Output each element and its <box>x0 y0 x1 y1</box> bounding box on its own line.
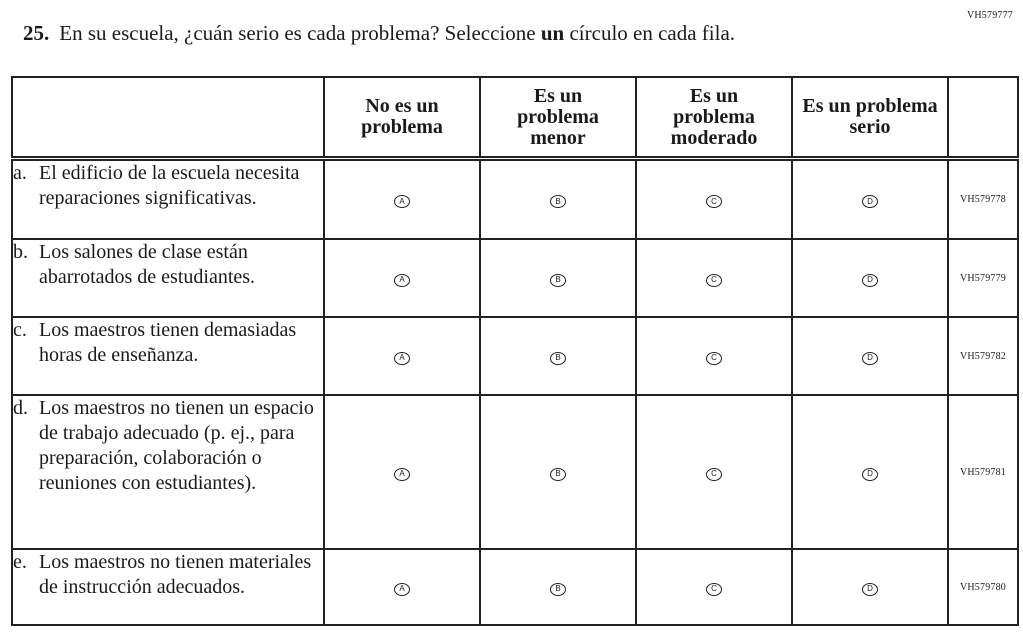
table-row <box>12 317 1018 395</box>
response-cell <box>636 395 792 549</box>
header-blank-cell <box>12 77 324 159</box>
response-cell <box>480 395 636 549</box>
row-item-code: VH579781 <box>948 395 1018 549</box>
response-bubble-a[interactable]: A <box>394 583 410 596</box>
response-bubble-a[interactable]: A <box>394 352 410 365</box>
response-cell <box>324 317 480 395</box>
column-header-not-a-problem: No es un problema <box>324 77 480 159</box>
response-bubble-d[interactable]: D <box>862 195 878 208</box>
question-text-emphasis: un <box>540 21 565 45</box>
response-cell <box>792 159 948 240</box>
table-row <box>12 159 1018 240</box>
response-cell <box>324 159 480 240</box>
response-cell <box>792 549 948 625</box>
row-text: Los maestros no tienen materiales de instrucción adecuados. <box>39 551 312 598</box>
table-row <box>12 395 1018 549</box>
column-header-serious-problem: Es un problema serio <box>792 77 948 159</box>
response-bubble-b[interactable]: B <box>550 274 566 287</box>
row-letter: e. <box>13 551 27 573</box>
row-statement-content <box>13 318 323 368</box>
row-statement <box>12 549 324 625</box>
row-statement-content <box>13 550 323 600</box>
question-number: 25. <box>23 21 50 45</box>
row-letter: b. <box>13 241 28 263</box>
row-statement-content <box>13 396 323 496</box>
response-cell <box>636 317 792 395</box>
grid-header-row <box>12 77 1018 159</box>
row-statement-content <box>13 240 323 290</box>
question-prompt <box>23 21 735 46</box>
response-bubble-c[interactable]: C <box>706 195 722 208</box>
response-bubble-b[interactable]: B <box>550 352 566 365</box>
response-bubble-b[interactable]: B <box>550 583 566 596</box>
row-statement <box>12 239 324 317</box>
response-bubble-b[interactable]: B <box>550 195 566 208</box>
response-bubble-d[interactable]: D <box>862 468 878 481</box>
question-text-start: En su escuela, ¿cuán serio es cada problema? Seleccione <box>59 21 541 45</box>
response-cell <box>324 239 480 317</box>
response-cell <box>480 159 636 240</box>
response-bubble-a[interactable]: A <box>394 274 410 287</box>
row-letter: a. <box>13 162 27 184</box>
response-bubble-d[interactable]: D <box>862 352 878 365</box>
response-cell <box>636 549 792 625</box>
response-cell <box>480 317 636 395</box>
row-letter: c. <box>13 319 27 341</box>
row-text: Los salones de clase están abarrotados de estudiantes. <box>39 241 256 288</box>
response-cell <box>792 395 948 549</box>
response-bubble-a[interactable]: A <box>394 468 410 481</box>
row-item-code: VH579780 <box>948 549 1018 625</box>
response-bubble-b[interactable]: B <box>550 468 566 481</box>
response-bubble-c[interactable]: C <box>706 583 722 596</box>
table-row <box>12 239 1018 317</box>
row-item-code: VH579778 <box>948 159 1018 240</box>
response-cell <box>636 159 792 240</box>
response-bubble-c[interactable]: C <box>706 274 722 287</box>
row-item-code: VH579782 <box>948 317 1018 395</box>
response-cell <box>324 549 480 625</box>
row-text: Los maestros no tienen un espacio de trabajo adecuado (p. ej., para preparación, colaboración o reuniones con estudiantes). <box>39 397 314 494</box>
response-grid <box>11 76 1019 626</box>
row-statement <box>12 159 324 240</box>
response-cell <box>636 239 792 317</box>
row-statement <box>12 317 324 395</box>
response-bubble-a[interactable]: A <box>394 195 410 208</box>
column-header-minor-problem: Es un problema menor <box>480 77 636 159</box>
response-bubble-d[interactable]: D <box>862 583 878 596</box>
table-row <box>12 549 1018 625</box>
header-code-cell <box>948 77 1018 159</box>
question-item-code: VH579777 <box>966 10 1013 21</box>
response-cell <box>324 395 480 549</box>
response-bubble-c[interactable]: C <box>706 468 722 481</box>
row-item-code: VH579779 <box>948 239 1018 317</box>
response-bubble-d[interactable]: D <box>862 274 878 287</box>
response-bubble-c[interactable]: C <box>706 352 722 365</box>
column-header-moderate-problem: Es un problema moderado <box>636 77 792 159</box>
response-cell <box>480 549 636 625</box>
row-text: Los maestros tienen demasiadas horas de enseñanza. <box>39 319 297 366</box>
row-statement-content <box>13 161 323 211</box>
row-letter: d. <box>13 397 28 419</box>
response-cell <box>480 239 636 317</box>
response-cell <box>792 317 948 395</box>
row-text: El edificio de la escuela necesita reparaciones significativas. <box>39 162 300 209</box>
question-text-end: círculo en cada fila. <box>564 21 736 45</box>
response-cell <box>792 239 948 317</box>
row-statement <box>12 395 324 549</box>
